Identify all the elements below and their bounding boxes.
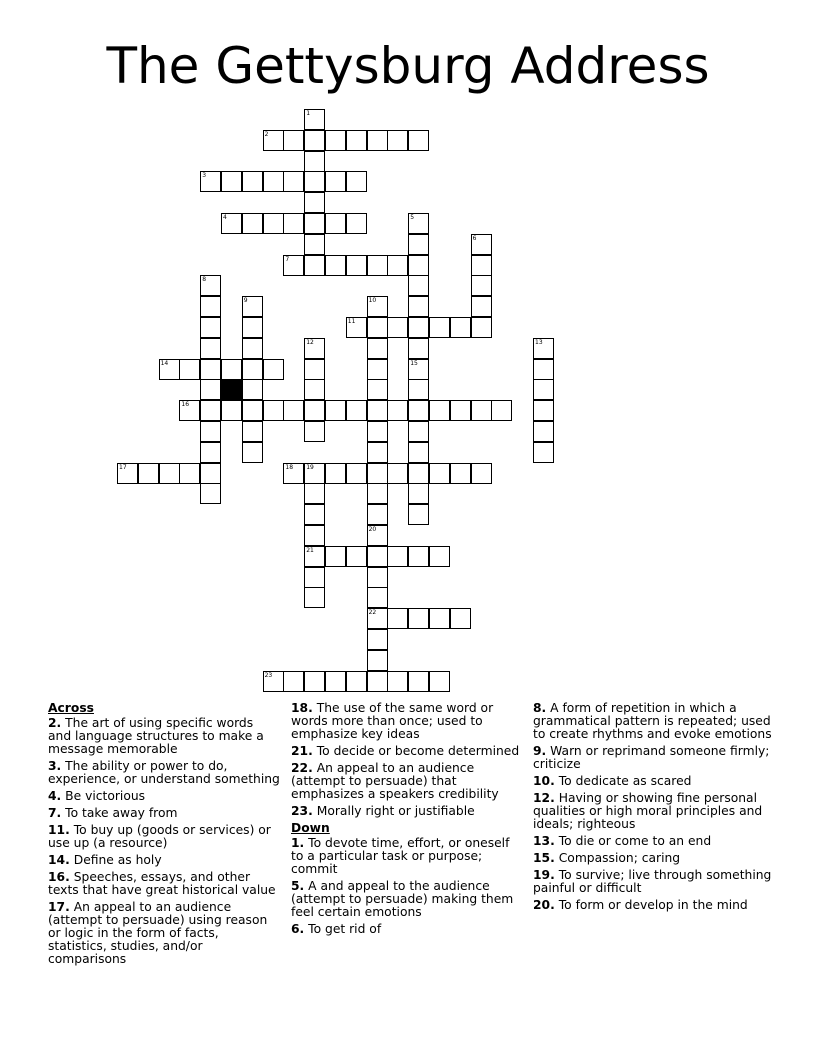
clue-across-11: 11. To buy up (goods or services) or use up (a resource) (48, 823, 271, 850)
grid-cell[interactable] (242, 338, 263, 359)
grid-number: 21 (306, 546, 314, 554)
grid-cell[interactable] (367, 587, 388, 608)
clue-down-8: 8. A form of repetition in which a grammatical pattern is repeated; used to create rhythms and evoke emotions (533, 701, 772, 741)
grid-cell[interactable] (242, 317, 263, 338)
grid-cell[interactable] (242, 421, 263, 442)
clue-across-18: 18. The use of the same word or words more than once; used to emphasize key ideas (291, 701, 494, 741)
grid-cell[interactable] (387, 546, 408, 567)
grid-cell[interactable] (325, 213, 346, 234)
grid-cell[interactable] (408, 504, 429, 525)
grid-cell[interactable] (159, 463, 180, 484)
grid-cell[interactable] (283, 171, 304, 192)
grid-cell[interactable] (471, 463, 492, 484)
grid-cell[interactable] (367, 400, 388, 421)
grid-cell[interactable] (429, 671, 450, 692)
grid-cell[interactable] (304, 421, 325, 442)
grid-number: 8 (202, 276, 207, 284)
grid-cell[interactable] (408, 442, 429, 463)
grid-cell[interactable] (367, 421, 388, 442)
grid-cell[interactable] (471, 255, 492, 276)
grid-number: 13 (535, 338, 543, 346)
grid-cell[interactable] (450, 400, 471, 421)
grid-number: 14 (160, 359, 169, 367)
grid-cell[interactable] (304, 525, 325, 546)
clue-down-20: 20. To form or develop in the mind (533, 898, 748, 912)
grid-cell[interactable] (408, 130, 429, 151)
grid-cell[interactable] (325, 671, 346, 692)
grid-number: 2 (264, 130, 269, 138)
clue-down-15: 15. Compassion; caring (533, 851, 681, 865)
grid-cell[interactable] (325, 463, 346, 484)
grid-cell[interactable] (283, 213, 304, 234)
clue-down-6: 6. To get rid of (291, 922, 382, 936)
grid-cell[interactable] (304, 234, 325, 255)
grid-cell[interactable] (367, 379, 388, 400)
grid-cell[interactable] (304, 171, 325, 192)
across-heading: Across (48, 701, 94, 715)
grid-cell[interactable] (263, 171, 284, 192)
grid-cell[interactable] (367, 504, 388, 525)
grid-cell[interactable] (367, 567, 388, 588)
grid-number: 4 (223, 214, 227, 221)
grid-cell[interactable] (533, 421, 554, 442)
grid-cell[interactable] (200, 379, 221, 400)
grid-cell[interactable] (263, 400, 284, 421)
grid-cell[interactable] (408, 338, 429, 359)
clue-down-5: 5. A and appeal to the audience (attempt to persuade) making them feel certain emotions (291, 879, 514, 919)
grid-cell[interactable] (221, 359, 242, 380)
grid-cell[interactable] (283, 671, 304, 692)
grid-cell[interactable] (387, 671, 408, 692)
grid-cell[interactable] (263, 213, 284, 234)
clue-across-2: 2. The art of using specific words and language structures to make a message memorable (48, 716, 264, 756)
grid-cell[interactable] (242, 400, 263, 421)
grid-cell[interactable] (200, 463, 221, 484)
grid-cell[interactable] (408, 463, 429, 484)
grid-number: 5 (410, 214, 415, 221)
grid-number: 1 (306, 110, 311, 117)
grid-cell[interactable] (304, 671, 325, 692)
grid-number: 7 (285, 255, 290, 263)
grid-cell[interactable] (200, 442, 221, 463)
grid-cell[interactable] (325, 171, 346, 192)
clue-across-14: 14. Define as holy (48, 853, 162, 867)
grid-cell[interactable] (533, 400, 554, 421)
grid-cell[interactable] (367, 546, 388, 567)
clue-down-19: 19. To survive; live through something painful or difficult (533, 868, 772, 895)
grid-cell[interactable] (429, 546, 450, 567)
grid-cell[interactable] (408, 421, 429, 442)
grid-cell[interactable] (408, 234, 429, 255)
clue-across-16: 16. Speeches, essays, and other texts that have great historical value (48, 870, 276, 897)
grid-cell[interactable] (408, 671, 429, 692)
clue-across-23: 23. Morally right or justifiable (291, 804, 475, 818)
grid-cell[interactable] (304, 379, 325, 400)
grid-cell[interactable] (346, 213, 367, 234)
grid-cell[interactable] (491, 400, 512, 421)
grid-cell[interactable] (325, 130, 346, 151)
grid-cell[interactable] (408, 400, 429, 421)
down-heading: Down (291, 821, 330, 835)
grid-number: 16 (181, 401, 190, 409)
grid-cell[interactable] (429, 400, 450, 421)
grid-cell[interactable] (450, 463, 471, 484)
clues-column-1 (48, 702, 280, 970)
grid-cell[interactable] (200, 296, 221, 317)
grid-cell[interactable] (533, 379, 554, 400)
clue-down-1: 1. To devote time, effort, or oneself to a particular task or purpose; commit (291, 836, 510, 876)
grid-cell[interactable] (304, 483, 325, 504)
grid-cell[interactable] (367, 359, 388, 380)
black-square (221, 379, 242, 400)
grid-cell[interactable] (408, 296, 429, 317)
grid-cell[interactable] (304, 255, 325, 276)
grid-cell[interactable] (387, 400, 408, 421)
clue-across-22: 22. An appeal to an audience (attempt to persuade) that emphasizes a speakers credibility (291, 761, 499, 801)
grid-cell[interactable] (533, 442, 554, 463)
grid-cell[interactable] (179, 463, 200, 484)
grid-cell[interactable] (346, 546, 367, 567)
grid-cell[interactable] (304, 213, 325, 234)
grid-cell[interactable] (387, 608, 408, 629)
grid-cell[interactable] (325, 546, 346, 567)
grid-number: 10 (368, 297, 377, 305)
grid-cell[interactable] (346, 400, 367, 421)
grid-cell[interactable] (304, 359, 325, 380)
grid-cell[interactable] (387, 255, 408, 276)
grid-cell[interactable] (242, 171, 263, 192)
grid-cell[interactable] (471, 317, 492, 338)
grid-cell[interactable] (408, 317, 429, 338)
grid-number: 12 (306, 338, 314, 346)
grid-cell[interactable] (367, 317, 388, 338)
grid-cell[interactable] (471, 400, 492, 421)
grid-cell[interactable] (367, 130, 388, 151)
grid-cell[interactable] (429, 463, 450, 484)
grid-number: 17 (119, 463, 127, 471)
grid-number: 23 (264, 671, 273, 679)
grid-cell[interactable] (429, 317, 450, 338)
clue-across-4: 4. Be victorious (48, 789, 146, 803)
grid-cell[interactable] (408, 546, 429, 567)
grid-cell[interactable] (242, 359, 263, 380)
grid-cell[interactable] (367, 338, 388, 359)
grid-cell[interactable] (200, 483, 221, 504)
grid-cell[interactable] (471, 296, 492, 317)
grid-number: 19 (306, 463, 314, 471)
grid-cell[interactable] (408, 255, 429, 276)
clue-down-10: 10. To dedicate as scared (533, 774, 692, 788)
grid-cell[interactable] (471, 275, 492, 296)
grid-cell[interactable] (408, 275, 429, 296)
clue-across-7: 7. To take away from (48, 806, 178, 820)
grid-cell[interactable] (325, 400, 346, 421)
grid-number: 6 (472, 234, 477, 242)
grid-cell[interactable] (200, 317, 221, 338)
grid-cell[interactable] (387, 130, 408, 151)
grid-cell[interactable] (367, 255, 388, 276)
grid-cell[interactable] (283, 400, 304, 421)
grid-number: 18 (285, 463, 294, 471)
grid-cell[interactable] (387, 317, 408, 338)
clues-column-2 (291, 702, 523, 940)
grid-cell[interactable] (283, 130, 304, 151)
clue-across-3: 3. The ability or power to do, experience, or understand something (48, 759, 280, 786)
grid-cell[interactable] (179, 359, 200, 380)
grid-cell[interactable] (367, 442, 388, 463)
grid-cell[interactable] (408, 379, 429, 400)
grid-cell[interactable] (387, 463, 408, 484)
grid-cell[interactable] (200, 359, 221, 380)
grid-cell[interactable] (346, 463, 367, 484)
grid-number: 3 (202, 172, 207, 180)
grid-number: 9 (243, 297, 248, 305)
grid-cell[interactable] (221, 400, 242, 421)
grid-number: 22 (368, 609, 377, 617)
puzzle-title: The Gettysburg Address (106, 37, 710, 95)
grid-cell[interactable] (304, 400, 325, 421)
grid-cell[interactable] (200, 421, 221, 442)
grid-cell[interactable] (533, 359, 554, 380)
grid-cell[interactable] (429, 608, 450, 629)
grid-cell[interactable] (367, 650, 388, 671)
grid-cell[interactable] (304, 567, 325, 588)
grid-cell[interactable] (346, 130, 367, 151)
clue-down-9: 9. Warn or reprimand someone firmly; criticize (533, 744, 770, 771)
grid-cell[interactable] (367, 629, 388, 650)
grid-cell[interactable] (346, 671, 367, 692)
grid-cell[interactable] (450, 317, 471, 338)
grid-cell[interactable] (408, 608, 429, 629)
grid-cell[interactable] (200, 338, 221, 359)
grid-number: 20 (368, 526, 377, 533)
grid-cell[interactable] (304, 130, 325, 151)
grid-cell[interactable] (367, 463, 388, 484)
grid-cell[interactable] (450, 608, 471, 629)
grid-cell[interactable] (367, 483, 388, 504)
grid-cell[interactable] (304, 504, 325, 525)
clue-down-13: 13. To die or come to an end (533, 834, 712, 848)
grid-cell[interactable] (304, 587, 325, 608)
grid-cell[interactable] (325, 255, 346, 276)
grid-cell[interactable] (200, 400, 221, 421)
clues-column-3 (533, 702, 773, 916)
grid-cell[interactable] (242, 213, 263, 234)
grid-number: 11 (347, 318, 356, 325)
grid-cell[interactable] (242, 442, 263, 463)
grid-number: 15 (410, 359, 418, 367)
clue-across-17: 17. An appeal to an audience (attempt to persuade) using reason or logic in the form of facts, statistics, studies, and/or comparisons (48, 900, 268, 966)
grid-cell[interactable] (263, 359, 284, 380)
clue-across-21: 21. To decide or become determined (291, 744, 520, 758)
grid-cell[interactable] (221, 171, 242, 192)
grid-cell[interactable] (304, 151, 325, 172)
clue-down-12: 12. Having or showing fine personal qualities or high moral principles and ideals; righteous (533, 791, 763, 831)
grid-cell[interactable] (138, 463, 159, 484)
grid-cell[interactable] (242, 379, 263, 400)
grid-cell[interactable] (367, 671, 388, 692)
grid-cell[interactable] (304, 192, 325, 213)
grid-cell[interactable] (346, 255, 367, 276)
grid-cell[interactable] (346, 171, 367, 192)
grid-cell[interactable] (408, 483, 429, 504)
